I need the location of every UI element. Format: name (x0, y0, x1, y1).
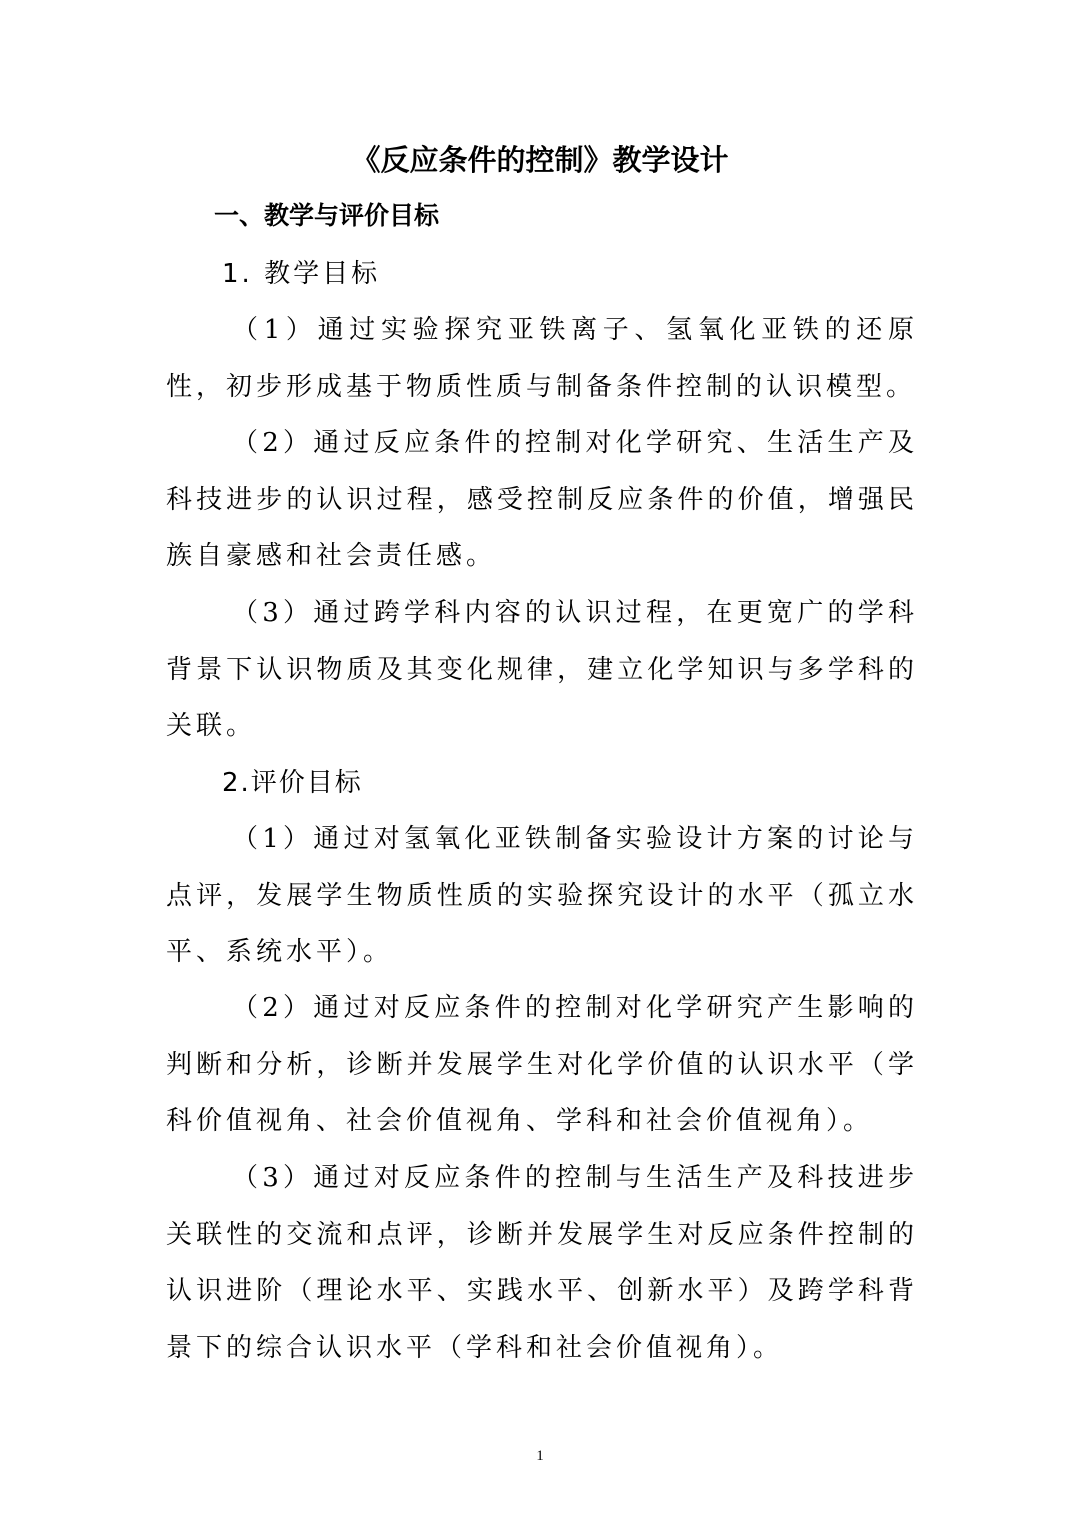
teaching-goal-item-1: （1）通过实验探究亚铁离子、氢氧化亚铁的还原性，初步形成基于物质性质与制备条件控制的认识模型。 (166, 315, 918, 402)
subsection-heading-teaching-goals: 1. 教学目标 (222, 259, 381, 289)
document-title: 《反应条件的控制》教学设计 (351, 143, 729, 177)
evaluation-goal-item-2: （2）通过对反应条件的控制对化学研究产生影响的判断和分析，诊断并发展学生对化学价值的认识水平（学科价值视角、社会价值视角、学科和社会价值视角）。 (166, 993, 918, 1136)
subsection-heading-evaluation-goals: 2.评价目标 (222, 768, 363, 798)
evaluation-goal-item-1: （1）通过对氢氧化亚铁制备实验设计方案的讨论与点评，发展学生物质性质的实验探究设计的水平（孤立水平、系统水平）。 (166, 824, 918, 967)
section-heading-teaching-and-evaluation-goals: 一、教学与评价目标 (214, 201, 440, 230)
evaluation-goal-item-3: （3）通过对反应条件的控制与生活生产及科技进步关联性的交流和点评，诊断并发展学生对反应条件控制的认识进阶（理论水平、实践水平、创新水平）及跨学科背景下的综合认识水平（学科和社会价值视角）。 (166, 1163, 918, 1363)
teaching-goal-item-2: （2）通过反应条件的控制对化学研究、生活生产及科技进步的认识过程，感受控制反应条件的价值，增强民族自豪感和社会责任感。 (166, 428, 918, 571)
teaching-goal-item-3: （3）通过跨学科内容的认识过程，在更宽广的学科背景下认识物质及其变化规律，建立化学知识与多学科的关联。 (166, 598, 918, 741)
page-number: 1 (536, 1448, 544, 1464)
